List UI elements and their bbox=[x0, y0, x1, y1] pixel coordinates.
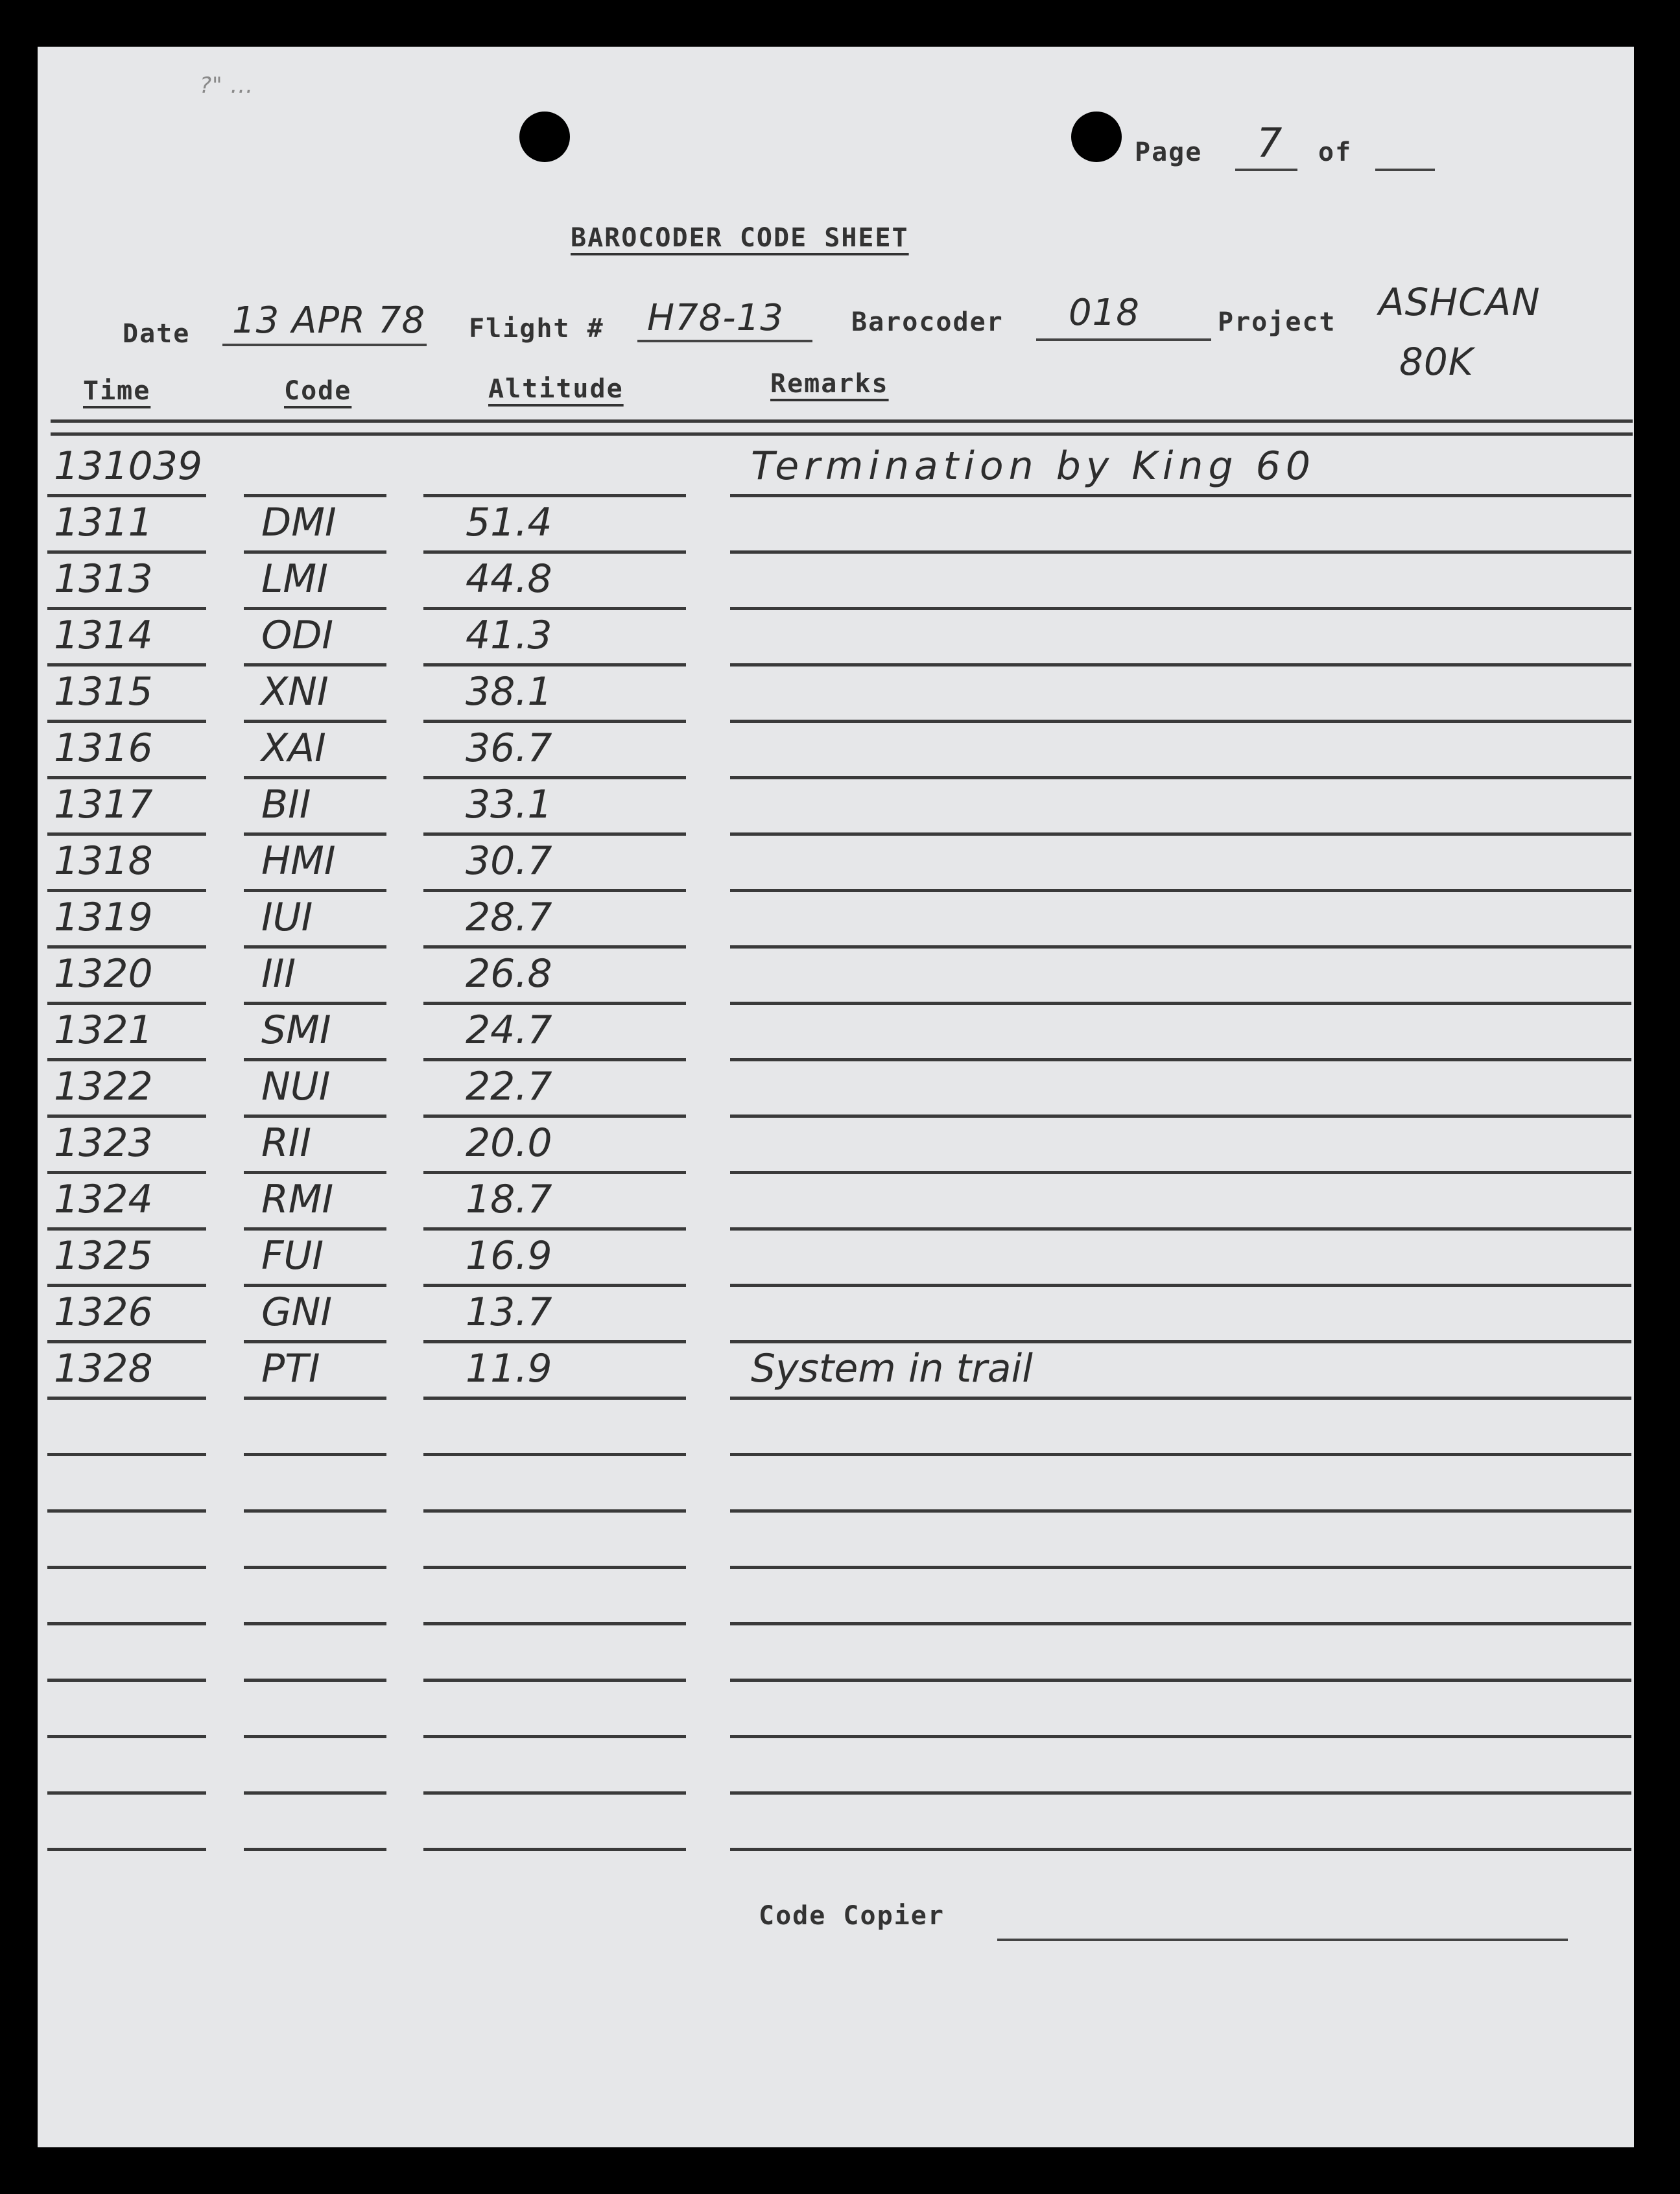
row-rule bbox=[730, 1002, 1631, 1005]
row-rule bbox=[47, 1058, 206, 1061]
row-rule bbox=[423, 1735, 686, 1738]
row-rule bbox=[47, 1002, 206, 1005]
row-rule bbox=[47, 889, 206, 892]
code-cell: DMI bbox=[261, 500, 337, 545]
corner-mark: ?" ... bbox=[200, 73, 254, 99]
code-cell: RII bbox=[261, 1120, 312, 1166]
row-rule bbox=[423, 1791, 686, 1795]
row-rule bbox=[730, 663, 1631, 666]
flight-underline bbox=[637, 340, 812, 342]
remarks-cell: Termination by King 60 bbox=[751, 443, 1316, 489]
row-rule bbox=[47, 1340, 206, 1343]
row-rule bbox=[730, 1848, 1631, 1851]
page-number: 7 bbox=[1257, 119, 1283, 167]
row-rule bbox=[244, 1115, 386, 1118]
row-rule bbox=[47, 945, 206, 949]
time-cell: 1325 bbox=[54, 1233, 153, 1279]
row-rule bbox=[244, 1622, 386, 1625]
code-cell: LMI bbox=[261, 556, 328, 602]
row-rule bbox=[244, 1679, 386, 1682]
row-rule bbox=[47, 832, 206, 836]
altitude-cell: 51.4 bbox=[466, 500, 552, 545]
altitude-cell: 36.7 bbox=[466, 725, 552, 771]
row-rule bbox=[47, 776, 206, 779]
row-rule bbox=[730, 1622, 1631, 1625]
code-cell: ODI bbox=[261, 613, 334, 658]
row-rule bbox=[47, 720, 206, 723]
row-rule bbox=[730, 945, 1631, 949]
code-copier-label: Code Copier bbox=[759, 1901, 945, 1931]
time-cell: 131039 bbox=[54, 443, 203, 489]
punch-hole-left bbox=[519, 112, 570, 162]
barocoder-underline bbox=[1036, 338, 1211, 341]
row-rule bbox=[244, 945, 386, 949]
row-rule bbox=[423, 1058, 686, 1061]
row-rule bbox=[423, 1171, 686, 1174]
altitude-cell: 30.7 bbox=[466, 838, 552, 884]
row-rule bbox=[730, 720, 1631, 723]
time-cell: 1323 bbox=[54, 1120, 153, 1166]
altitude-cell: 28.7 bbox=[466, 895, 552, 940]
column-header-time: Time bbox=[83, 376, 151, 406]
row-rule bbox=[423, 889, 686, 892]
altitude-cell: 22.7 bbox=[466, 1064, 552, 1109]
row-rule bbox=[47, 1227, 206, 1231]
remarks-cell: System in trail bbox=[751, 1346, 1033, 1391]
header-rule-top bbox=[51, 419, 1633, 423]
time-cell: 1311 bbox=[54, 500, 153, 545]
time-cell: 1318 bbox=[54, 838, 153, 884]
row-rule bbox=[47, 1679, 206, 1682]
row-rule bbox=[47, 1735, 206, 1738]
row-rule bbox=[47, 607, 206, 610]
row-rule bbox=[423, 1284, 686, 1287]
row-rule bbox=[47, 1566, 206, 1569]
row-rule bbox=[730, 1171, 1631, 1174]
time-cell: 1313 bbox=[54, 556, 153, 602]
column-header-altitude: Altitude bbox=[488, 374, 624, 404]
row-rule bbox=[47, 494, 206, 497]
altitude-cell: 13.7 bbox=[466, 1290, 552, 1335]
row-rule bbox=[423, 1227, 686, 1231]
altitude-cell: 11.9 bbox=[466, 1346, 552, 1391]
row-rule bbox=[244, 494, 386, 497]
altitude-cell: 33.1 bbox=[466, 782, 552, 827]
column-header-code: Code bbox=[284, 376, 352, 406]
row-rule bbox=[423, 1622, 686, 1625]
row-rule bbox=[47, 550, 206, 554]
row-rule bbox=[423, 550, 686, 554]
code-cell: BII bbox=[261, 782, 311, 827]
altitude-cell: 41.3 bbox=[466, 613, 552, 658]
row-rule bbox=[244, 1227, 386, 1231]
row-rule bbox=[423, 1679, 686, 1682]
page-underline bbox=[1235, 169, 1297, 171]
flight-value: H78-13 bbox=[647, 297, 784, 339]
row-rule bbox=[47, 1171, 206, 1174]
punch-hole-right bbox=[1071, 112, 1122, 162]
row-rule bbox=[423, 1848, 686, 1851]
project-label: Project bbox=[1218, 307, 1336, 337]
time-cell: 1324 bbox=[54, 1177, 153, 1222]
date-underline bbox=[222, 344, 427, 346]
of-underline bbox=[1375, 169, 1435, 171]
page-label: Page bbox=[1135, 137, 1203, 167]
time-cell: 1322 bbox=[54, 1064, 153, 1109]
time-cell: 1319 bbox=[54, 895, 153, 940]
code-cell: III bbox=[261, 951, 296, 997]
row-rule bbox=[244, 1848, 386, 1851]
row-rule bbox=[730, 494, 1631, 497]
time-cell: 1326 bbox=[54, 1290, 153, 1335]
code-cell: SMI bbox=[261, 1008, 331, 1053]
code-sheet-page bbox=[38, 47, 1634, 2147]
row-rule bbox=[244, 1509, 386, 1513]
row-rule bbox=[730, 1284, 1631, 1287]
row-rule bbox=[423, 494, 686, 497]
row-rule bbox=[730, 776, 1631, 779]
code-cell: PTI bbox=[261, 1346, 320, 1391]
row-rule bbox=[423, 607, 686, 610]
row-rule bbox=[730, 607, 1631, 610]
header-rule-bottom bbox=[51, 432, 1633, 436]
time-cell: 1314 bbox=[54, 613, 153, 658]
altitude-cell: 38.1 bbox=[466, 669, 552, 714]
row-rule bbox=[730, 1566, 1631, 1569]
code-cell: NUI bbox=[261, 1064, 331, 1109]
flight-label: Flight # bbox=[469, 314, 604, 344]
column-header-remarks: Remarks bbox=[770, 369, 889, 399]
date-value: 13 APR 78 bbox=[232, 300, 426, 342]
row-rule bbox=[730, 1735, 1631, 1738]
row-rule bbox=[730, 1453, 1631, 1456]
barocoder-label: Barocoder bbox=[851, 307, 1004, 337]
project-note: 80K bbox=[1399, 340, 1474, 384]
time-cell: 1320 bbox=[54, 951, 153, 997]
altitude-cell: 26.8 bbox=[466, 951, 552, 997]
altitude-cell: 20.0 bbox=[466, 1120, 552, 1166]
row-rule bbox=[730, 1340, 1631, 1343]
row-rule bbox=[423, 720, 686, 723]
code-cell: RMI bbox=[261, 1177, 334, 1222]
altitude-cell: 24.7 bbox=[466, 1008, 552, 1053]
row-rule bbox=[47, 1284, 206, 1287]
row-rule bbox=[730, 1509, 1631, 1513]
row-rule bbox=[244, 1791, 386, 1795]
row-rule bbox=[423, 1340, 686, 1343]
row-rule bbox=[244, 1002, 386, 1005]
sheet-title: BAROCODER CODE SHEET bbox=[571, 223, 909, 253]
row-rule bbox=[730, 1227, 1631, 1231]
row-rule bbox=[730, 832, 1631, 836]
row-rule bbox=[47, 1397, 206, 1400]
row-rule bbox=[47, 1848, 206, 1851]
row-rule bbox=[244, 1566, 386, 1569]
row-rule bbox=[47, 1115, 206, 1118]
code-cell: HMI bbox=[261, 838, 336, 884]
row-rule bbox=[423, 1397, 686, 1400]
row-rule bbox=[730, 1791, 1631, 1795]
altitude-cell: 16.9 bbox=[466, 1233, 552, 1279]
code-cell: XAI bbox=[261, 725, 326, 771]
row-rule bbox=[244, 889, 386, 892]
time-cell: 1316 bbox=[54, 725, 153, 771]
row-rule bbox=[47, 1453, 206, 1456]
row-rule bbox=[244, 1397, 386, 1400]
barocoder-value: 018 bbox=[1069, 292, 1140, 334]
row-rule bbox=[423, 1002, 686, 1005]
row-rule bbox=[423, 1115, 686, 1118]
time-cell: 1321 bbox=[54, 1008, 153, 1053]
row-rule bbox=[730, 889, 1631, 892]
row-rule bbox=[730, 1058, 1631, 1061]
row-rule bbox=[244, 663, 386, 666]
date-label: Date bbox=[123, 319, 191, 349]
row-rule bbox=[730, 1397, 1631, 1400]
row-rule bbox=[423, 832, 686, 836]
row-rule bbox=[423, 663, 686, 666]
row-rule bbox=[47, 1622, 206, 1625]
row-rule bbox=[244, 776, 386, 779]
row-rule bbox=[244, 1058, 386, 1061]
row-rule bbox=[244, 1453, 386, 1456]
time-cell: 1317 bbox=[54, 782, 153, 827]
time-cell: 1328 bbox=[54, 1346, 153, 1391]
row-rule bbox=[730, 550, 1631, 554]
time-cell: 1315 bbox=[54, 669, 153, 714]
row-rule bbox=[244, 1284, 386, 1287]
row-rule bbox=[244, 550, 386, 554]
row-rule bbox=[47, 1509, 206, 1513]
row-rule bbox=[244, 1171, 386, 1174]
row-rule bbox=[423, 1566, 686, 1569]
row-rule bbox=[244, 1340, 386, 1343]
row-rule bbox=[244, 832, 386, 836]
code-cell: FUI bbox=[261, 1233, 324, 1279]
row-rule bbox=[730, 1679, 1631, 1682]
row-rule bbox=[730, 1115, 1631, 1118]
row-rule bbox=[423, 776, 686, 779]
code-cell: XNI bbox=[261, 669, 329, 714]
code-cell: GNI bbox=[261, 1290, 333, 1335]
code-cell: IUI bbox=[261, 895, 313, 940]
of-label: of bbox=[1318, 137, 1353, 167]
row-rule bbox=[423, 1453, 686, 1456]
row-rule bbox=[244, 1735, 386, 1738]
code-copier-underline bbox=[997, 1939, 1568, 1941]
row-rule bbox=[47, 663, 206, 666]
row-rule bbox=[423, 1509, 686, 1513]
row-rule bbox=[423, 945, 686, 949]
project-value: ASHCAN bbox=[1378, 280, 1541, 324]
row-rule bbox=[244, 607, 386, 610]
row-rule bbox=[244, 720, 386, 723]
altitude-cell: 44.8 bbox=[466, 556, 552, 602]
altitude-cell: 18.7 bbox=[466, 1177, 552, 1222]
row-rule bbox=[47, 1791, 206, 1795]
